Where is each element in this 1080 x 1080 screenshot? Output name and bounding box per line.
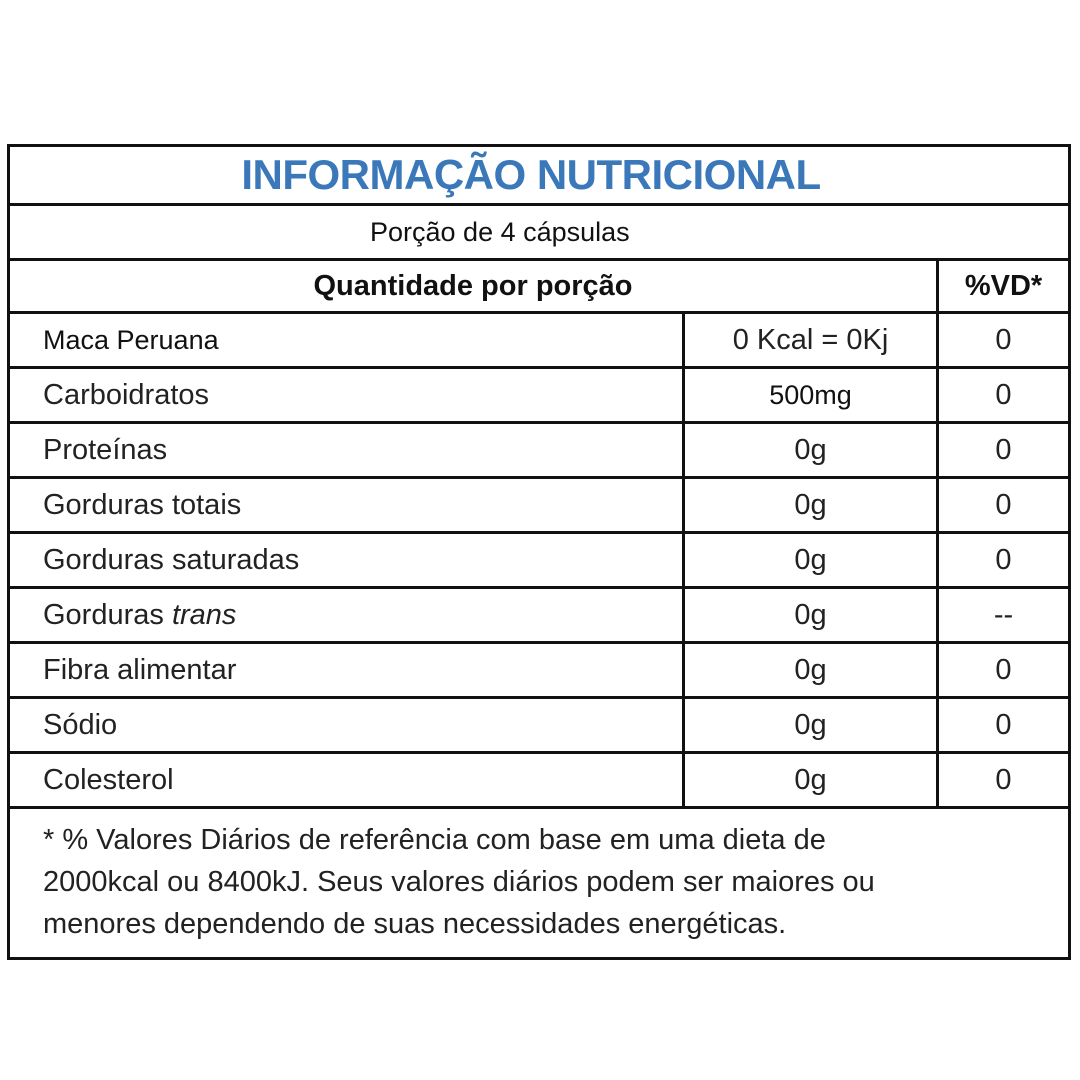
nutrient-amount: 500mg: [682, 369, 936, 421]
nutrient-vd: 0: [936, 754, 1068, 806]
nutrient-name: Fibra alimentar: [43, 653, 237, 686]
nutrient-name-prefix: Gorduras: [43, 598, 172, 631]
header-quantity: Quantidade por porção: [313, 269, 633, 302]
nutrition-facts-table: [7, 144, 1071, 960]
table-row: [10, 314, 1068, 369]
nutrient-name: Colesterol: [43, 763, 174, 796]
nutrient-name: Gorduras totais: [43, 488, 242, 521]
header-row: [10, 261, 1068, 314]
table-row: [10, 754, 1068, 809]
table-row: [10, 589, 1068, 644]
table-row: [10, 534, 1068, 589]
nutrient-name: Carboidratos: [43, 378, 210, 411]
table-row: [10, 479, 1068, 534]
title-row: [10, 147, 1068, 206]
nutrient-name: Proteínas: [43, 433, 168, 466]
nutrient-amount: 0g: [682, 754, 936, 806]
nutrient-vd: --: [936, 589, 1068, 641]
table-title: INFORMAÇÃO NUTRICIONAL: [241, 151, 821, 198]
nutrient-name-italic: trans: [171, 598, 237, 631]
nutrient-vd: 0: [936, 479, 1068, 531]
nutrient-name: Gorduras saturadas: [43, 543, 300, 576]
nutrient-name: [10, 589, 682, 641]
nutrient-amount: 0g: [682, 699, 936, 751]
footnote-line: * % Valores Diários de referência com base em uma dieta de: [43, 824, 826, 856]
nutrient-vd: 0: [936, 644, 1068, 696]
portion-size: Porção de 4 cápsulas: [370, 216, 630, 247]
nutrient-name: Sódio: [43, 708, 118, 741]
nutrient-amount: 0g: [682, 589, 936, 641]
footnote-line: menores dependendo de suas necessidades energéticas.: [43, 908, 787, 940]
nutrient-vd: 0: [936, 534, 1068, 586]
table-row: [10, 644, 1068, 699]
footnote: [10, 809, 1068, 957]
nutrient-amount: 0g: [682, 424, 936, 476]
table-row: [10, 699, 1068, 754]
nutrient-vd: 0: [936, 699, 1068, 751]
nutrient-amount: 0g: [682, 534, 936, 586]
nutrient-amount: 0g: [682, 479, 936, 531]
nutrient-name: Maca Peruana: [43, 324, 219, 355]
nutrient-vd: 0: [936, 424, 1068, 476]
header-vd: %VD*: [936, 261, 1068, 311]
footnote-line: 2000kcal ou 8400kJ. Seus valores diários podem ser maiores ou: [43, 866, 875, 898]
nutrient-amount: 0g: [682, 644, 936, 696]
table-row: [10, 369, 1068, 424]
table-row: [10, 424, 1068, 479]
nutrient-vd: 0: [936, 314, 1068, 366]
portion-row: [10, 206, 1068, 261]
nutrient-vd: 0: [936, 369, 1068, 421]
nutrient-amount: 0 Kcal = 0Kj: [682, 314, 936, 366]
